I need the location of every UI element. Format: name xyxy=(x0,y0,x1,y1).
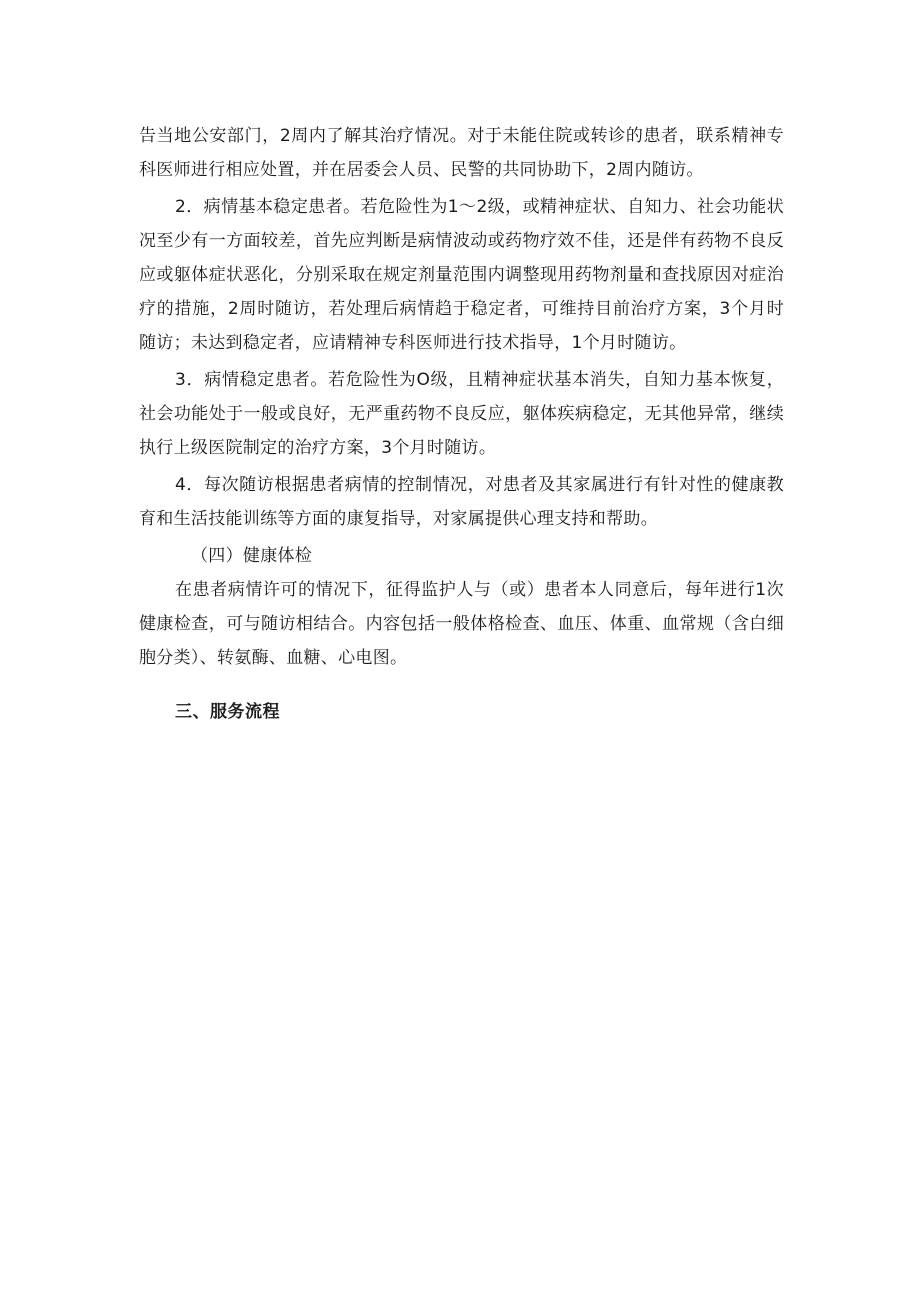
paragraph-item-4: 4．每次随访根据患者病情的控制情况，对患者及其家属进行有针对性的健康教育和生活技能训练等方面的康复指导，对家属提供心理支持和帮助。 xyxy=(139,475,784,529)
document-body xyxy=(139,119,784,729)
paragraph-health-check: 在患者病情许可的情况下，征得监护人与（或）患者本人同意后，每年进行1次健康检查，可与随访相结合。内容包括一般体格检查、血压、体重、血常规（含白细胞分类）、转氨酶、血糖、心电图。 xyxy=(139,580,784,668)
paragraph-item-2: 2．病情基本稳定患者。若危险性为1～2级，或精神症状、自知力、社会功能状况至少有一方面较差，首先应判断是病情波动或药物疗效不佳，还是伴有药物不良反应或躯体症状恶化，分别采取在规定剂量范围内调整现用药物剂量和查找原因对症治疗的措施，2周时随访，若处理后病情趋于稳定者，可维持目前治疗方案，3个月时随访；未达到稳定者，应请精神专科医师进行技术指导，1个月时随访。 xyxy=(139,197,784,353)
section-title: 三、服务流程 xyxy=(175,702,280,722)
subsection-title: （四）健康体检 xyxy=(191,546,313,566)
paragraph-continuation: 告当地公安部门，2周内了解其治疗情况。对于未能住院或转诊的患者，联系精神专科医师进行相应处置，并在居委会人员、民警的共同协助下，2周内随访。 xyxy=(139,126,784,180)
paragraph-item-3: 3．病情稳定患者。若危险性为O级，且精神症状基本消失，自知力基本恢复，社会功能处于一般或良好，无严重药物不良反应，躯体疾病稳定，无其他异常，继续执行上级医院制定的治疗方案，3个月时随访。 xyxy=(139,370,784,458)
